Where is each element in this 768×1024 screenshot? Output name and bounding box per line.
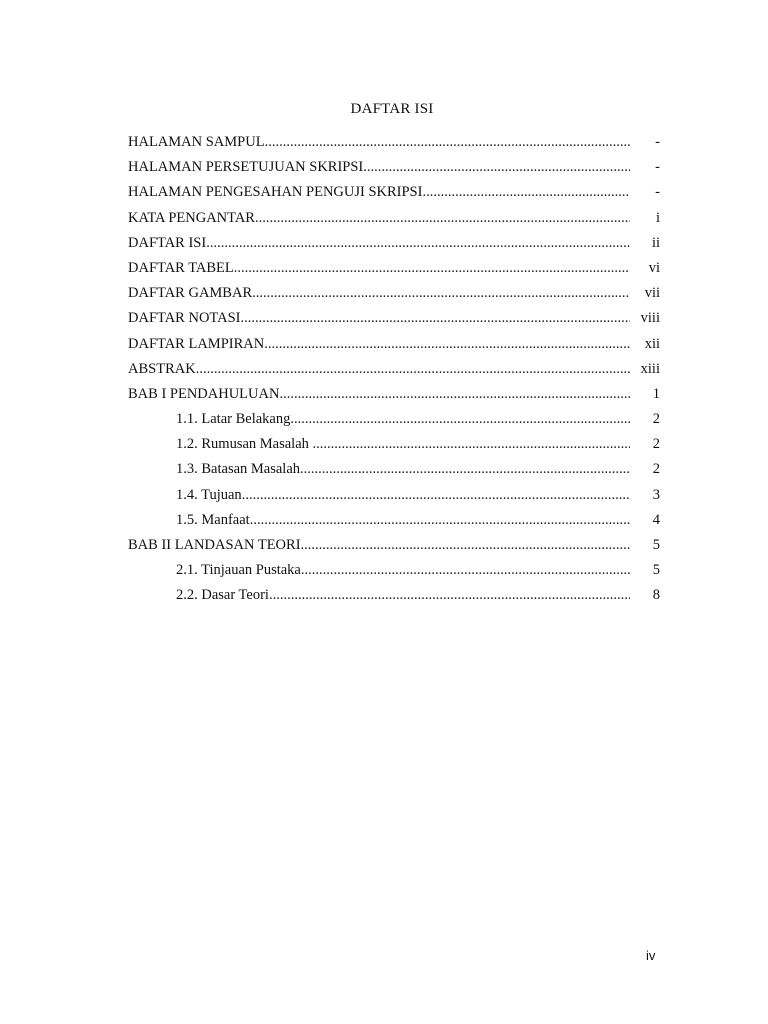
toc-entry	[128, 285, 660, 310]
toc-entry	[128, 386, 660, 411]
toc-entry-page: vii	[644, 285, 660, 302]
toc-entry-page: vi	[648, 259, 660, 276]
toc-dot-leader	[290, 411, 630, 428]
toc-entry-page: 4	[652, 511, 660, 528]
toc-entry-label: DAFTAR LAMPIRAN	[128, 335, 265, 352]
toc-entry	[128, 210, 660, 235]
toc-entry-label: DAFTAR ISI	[128, 234, 207, 251]
toc-entry-label: 2.2. Dasar Teori	[176, 587, 269, 604]
toc-entry-page: -	[655, 184, 660, 201]
toc-entry-page: 1	[652, 385, 660, 402]
toc-entry-page: ii	[651, 234, 660, 251]
toc-dot-leader	[234, 260, 630, 277]
toc-subentry	[128, 562, 660, 587]
toc-dot-leader	[196, 361, 630, 378]
toc-dot-leader	[279, 386, 630, 403]
toc-entry-label: 2.1. Tinjauan Pustaka	[176, 562, 301, 579]
toc-entry-label: 1.4. Tujuan	[176, 486, 242, 503]
toc-entry-label: DAFTAR GAMBAR	[128, 285, 253, 302]
toc-entry-page: 8	[652, 587, 660, 604]
toc-entry-label: DAFTAR NOTASI	[128, 310, 241, 327]
toc-entry	[128, 260, 660, 285]
toc-entry-label: BAB II LANDASAN TEORI	[128, 537, 301, 553]
toc-entry-page: 2	[652, 411, 660, 428]
page-number: iv	[646, 948, 656, 963]
toc-entry-label: 1.1. Latar Belakang	[176, 411, 291, 428]
toc-subentry	[128, 587, 660, 612]
toc-dot-leader	[422, 184, 630, 201]
toc-subentry	[128, 436, 660, 461]
toc-dot-leader	[252, 285, 630, 302]
toc-dot-leader	[264, 336, 630, 353]
toc-entry	[128, 310, 660, 335]
toc-entry-page: -	[655, 134, 660, 150]
toc-entry	[128, 235, 660, 260]
toc-dot-leader	[265, 134, 630, 151]
toc-entry-label: 1.2. Rumusan Masalah	[176, 436, 313, 453]
toc-entry-label: HALAMAN PERSETUJUAN SKRIPSI	[128, 159, 364, 176]
toc-entry-label: ABSTRAK	[128, 360, 196, 377]
toc-subentry	[128, 411, 660, 436]
toc-entry-page: viii	[640, 310, 660, 327]
toc-entry-page: 3	[652, 486, 660, 503]
toc-subentry	[128, 461, 660, 486]
toc-entry	[128, 184, 660, 209]
toc-dot-leader	[363, 159, 630, 176]
table-of-contents	[128, 134, 660, 613]
toc-entry-page: xii	[644, 335, 660, 352]
toc-entry	[128, 336, 660, 361]
toc-entry-page: 5	[652, 537, 660, 553]
toc-entry	[128, 537, 660, 562]
toc-dot-leader	[255, 210, 630, 227]
toc-entry-label: DAFTAR TABEL	[128, 259, 234, 276]
toc-subentry	[128, 487, 660, 512]
toc-entry-page: i	[655, 209, 660, 226]
toc-entry-label: 1.5. Manfaat	[176, 511, 250, 528]
toc-dot-leader	[240, 310, 630, 327]
toc-entry-label: HALAMAN PENGESAHAN PENGUJI SKRIPSI	[128, 184, 423, 201]
toc-entry	[128, 159, 660, 184]
toc-dot-leader	[242, 487, 630, 504]
toc-entry-label: HALAMAN SAMPUL	[128, 134, 265, 150]
toc-dot-leader	[300, 461, 630, 478]
page-title: DAFTAR ISI	[350, 101, 434, 117]
toc-entry-label: 1.3. Batasan Masalah	[176, 461, 301, 478]
toc-entry-page: 2	[652, 436, 660, 453]
toc-entry	[128, 361, 660, 386]
toc-subentry	[128, 512, 660, 537]
toc-dot-leader	[301, 537, 630, 554]
toc-entry-label: KATA PENGANTAR	[128, 209, 255, 226]
toc-dot-leader	[269, 587, 630, 604]
toc-entry-page: 5	[652, 562, 660, 579]
toc-entry-page: 2	[652, 461, 660, 478]
toc-dot-leader	[313, 436, 630, 453]
toc-entry	[128, 134, 660, 159]
toc-entry-page: xiii	[640, 360, 660, 377]
toc-entry-label: BAB I PENDAHULUAN	[128, 385, 280, 402]
toc-dot-leader	[206, 235, 630, 252]
toc-entry-page: -	[655, 159, 660, 176]
toc-dot-leader	[250, 512, 630, 529]
toc-dot-leader	[301, 562, 630, 579]
